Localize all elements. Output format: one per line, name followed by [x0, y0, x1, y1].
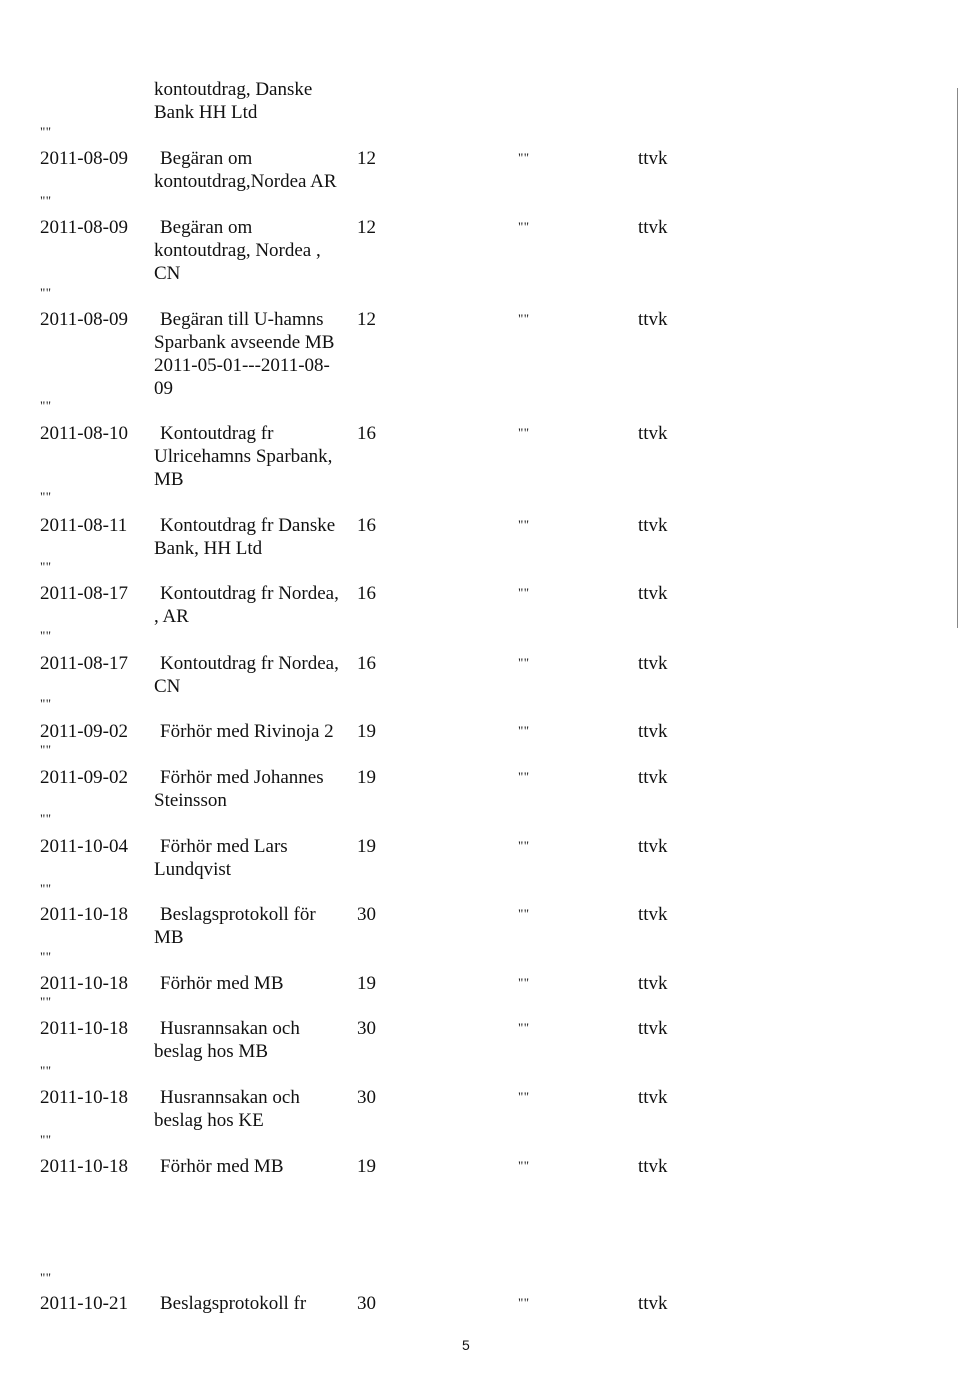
- entry-page: 19: [357, 1156, 376, 1177]
- entry-code: ttvk: [638, 217, 668, 238]
- entry-description: [154, 422, 359, 491]
- entry-date: 2011-10-18: [40, 1156, 128, 1177]
- entry-page: 30: [357, 1087, 376, 1108]
- ditto-mark: "": [40, 1270, 52, 1285]
- entry-ditto-column: "": [518, 1295, 530, 1310]
- description-line: MB: [154, 927, 184, 948]
- entry-date: 2011-08-11: [40, 515, 128, 536]
- entry-page: 16: [357, 583, 376, 604]
- entry-description: [154, 652, 359, 698]
- entry-page: 12: [357, 217, 376, 238]
- entry-description: [154, 720, 359, 743]
- entry-description: [154, 1155, 359, 1178]
- entry-page: 16: [357, 423, 376, 444]
- entry-code: ttvk: [638, 836, 668, 857]
- description-line: Steinsson: [154, 790, 227, 811]
- ditto-mark: "": [40, 811, 52, 826]
- entry-date: 2011-08-09: [40, 309, 128, 330]
- entry-date: 2011-10-21: [40, 1293, 128, 1314]
- entry-ditto-column: "": [518, 975, 530, 990]
- ditto-mark: "": [40, 949, 52, 964]
- description-line: Förhör med Rivinoja 2: [160, 721, 334, 742]
- entry-ditto-column: "": [518, 838, 530, 853]
- entry-page: 12: [357, 309, 376, 330]
- entry-code: ttvk: [638, 1087, 668, 1108]
- entry-ditto-column: "": [518, 723, 530, 738]
- description-line: Beslagsprotokoll fr: [160, 1293, 307, 1314]
- ditto-mark: "": [40, 994, 52, 1009]
- entry-description: [154, 1017, 359, 1063]
- description-line: beslag hos MB: [154, 1041, 268, 1062]
- entry-ditto-column: "": [518, 517, 530, 532]
- ditto-mark: "": [40, 193, 52, 208]
- description-line: kontoutdrag,Nordea AR: [154, 171, 337, 192]
- ditto-mark: "": [40, 881, 52, 896]
- ditto-mark: "": [40, 489, 52, 504]
- ditto-mark: "": [40, 628, 52, 643]
- entry-code: ttvk: [638, 767, 668, 788]
- entry-page: 30: [357, 1293, 376, 1314]
- entry-code: ttvk: [638, 653, 668, 674]
- entry-ditto-column: "": [518, 219, 530, 234]
- entry-description: [154, 147, 359, 193]
- continued-line: kontoutdrag, Danske: [154, 79, 313, 100]
- description-line: beslag hos KE: [154, 1110, 264, 1131]
- entry-ditto-column: "": [518, 311, 530, 326]
- entry-date: 2011-08-17: [40, 653, 128, 674]
- entry-description: [154, 972, 359, 995]
- description-line: Begäran till U-hamns: [160, 309, 324, 330]
- entry-page: 16: [357, 515, 376, 536]
- description-line: CN: [154, 263, 181, 284]
- ditto-mark: "": [40, 285, 52, 300]
- scan-edge-line: [957, 88, 958, 628]
- description-line: Lundqvist: [154, 859, 232, 880]
- entry-date: 2011-10-18: [40, 904, 128, 925]
- entry-code: ttvk: [638, 1156, 668, 1177]
- description-line: Husrannsakan och: [160, 1087, 300, 1108]
- entry-code: ttvk: [638, 423, 668, 444]
- entry-description: [154, 766, 359, 812]
- entry-code: ttvk: [638, 1018, 668, 1039]
- description-line: Husrannsakan och: [160, 1018, 300, 1039]
- description-line: MB: [154, 469, 184, 490]
- entry-ditto-column: "": [518, 425, 530, 440]
- description-line: Beslagsprotokoll för: [160, 904, 316, 925]
- continued-description: [154, 78, 312, 124]
- entry-description: [154, 216, 359, 285]
- entry-code: ttvk: [638, 309, 668, 330]
- ditto-mark: "": [40, 398, 52, 413]
- description-line: Begäran om: [160, 148, 253, 169]
- description-line: Kontoutdrag fr Nordea,: [160, 653, 339, 674]
- entry-page: 19: [357, 973, 376, 994]
- entry-date: 2011-08-17: [40, 583, 128, 604]
- entry-date: 2011-10-18: [40, 1087, 128, 1108]
- entry-code: ttvk: [638, 973, 668, 994]
- entry-ditto-column: "": [518, 1020, 530, 1035]
- entry-code: ttvk: [638, 904, 668, 925]
- ditto-mark: "": [40, 1063, 52, 1078]
- description-line: Kontoutdrag fr Nordea,: [160, 583, 339, 604]
- entry-date: 2011-08-09: [40, 217, 128, 238]
- description-line: Förhör med MB: [160, 973, 284, 994]
- entry-description: [154, 308, 359, 400]
- description-line: 09: [154, 378, 173, 399]
- entry-description: [154, 1292, 359, 1315]
- entry-date: 2011-08-10: [40, 423, 128, 444]
- entry-date: 2011-10-04: [40, 836, 128, 857]
- entry-description: [154, 903, 359, 949]
- description-line: Förhör med Johannes: [160, 767, 324, 788]
- description-line: Förhör med Lars: [160, 836, 288, 857]
- description-line: Sparbank avseende MB: [154, 332, 335, 353]
- continued-line: Bank HH Ltd: [154, 102, 258, 123]
- entry-ditto-column: "": [518, 1158, 530, 1173]
- description-line: Kontoutdrag fr Danske: [160, 515, 336, 536]
- entry-page: 12: [357, 148, 376, 169]
- entry-date: 2011-08-09: [40, 148, 128, 169]
- entry-page: 16: [357, 653, 376, 674]
- entry-ditto-column: "": [518, 150, 530, 165]
- entry-description: [154, 835, 359, 881]
- entry-date: 2011-10-18: [40, 973, 128, 994]
- entry-description: [154, 1086, 359, 1132]
- entry-page: 30: [357, 1018, 376, 1039]
- entry-page: 30: [357, 904, 376, 925]
- description-line: , AR: [154, 606, 189, 627]
- entry-code: ttvk: [638, 1293, 668, 1314]
- entry-description: [154, 582, 359, 628]
- entry-ditto-column: "": [518, 1089, 530, 1104]
- description-line: Bank, HH Ltd: [154, 538, 263, 559]
- ditto-mark: "": [40, 124, 52, 139]
- description-line: 2011-05-01---2011-08-: [154, 355, 330, 376]
- entry-description: [154, 514, 359, 560]
- entry-ditto-column: "": [518, 906, 530, 921]
- description-line: Kontoutdrag fr: [160, 423, 274, 444]
- description-line: Begäran om: [160, 217, 253, 238]
- ditto-mark: "": [40, 559, 52, 574]
- entry-page: 19: [357, 767, 376, 788]
- page-number: 5: [462, 1337, 470, 1353]
- ditto-mark: "": [40, 696, 52, 711]
- entry-code: ttvk: [638, 583, 668, 604]
- entry-date: 2011-10-18: [40, 1018, 128, 1039]
- entry-code: ttvk: [638, 721, 668, 742]
- description-line: Ulricehamns Sparbank,: [154, 446, 333, 467]
- description-line: CN: [154, 676, 181, 697]
- entry-code: ttvk: [638, 148, 668, 169]
- entry-date: 2011-09-02: [40, 721, 128, 742]
- entry-date: 2011-09-02: [40, 767, 128, 788]
- ditto-mark: "": [40, 742, 52, 757]
- entry-ditto-column: "": [518, 655, 530, 670]
- entry-ditto-column: "": [518, 585, 530, 600]
- entry-ditto-column: "": [518, 769, 530, 784]
- description-line: Förhör med MB: [160, 1156, 284, 1177]
- entry-code: ttvk: [638, 515, 668, 536]
- entry-page: 19: [357, 721, 376, 742]
- description-line: kontoutdrag, Nordea ,: [154, 240, 321, 261]
- ditto-mark: "": [40, 1132, 52, 1147]
- entry-page: 19: [357, 836, 376, 857]
